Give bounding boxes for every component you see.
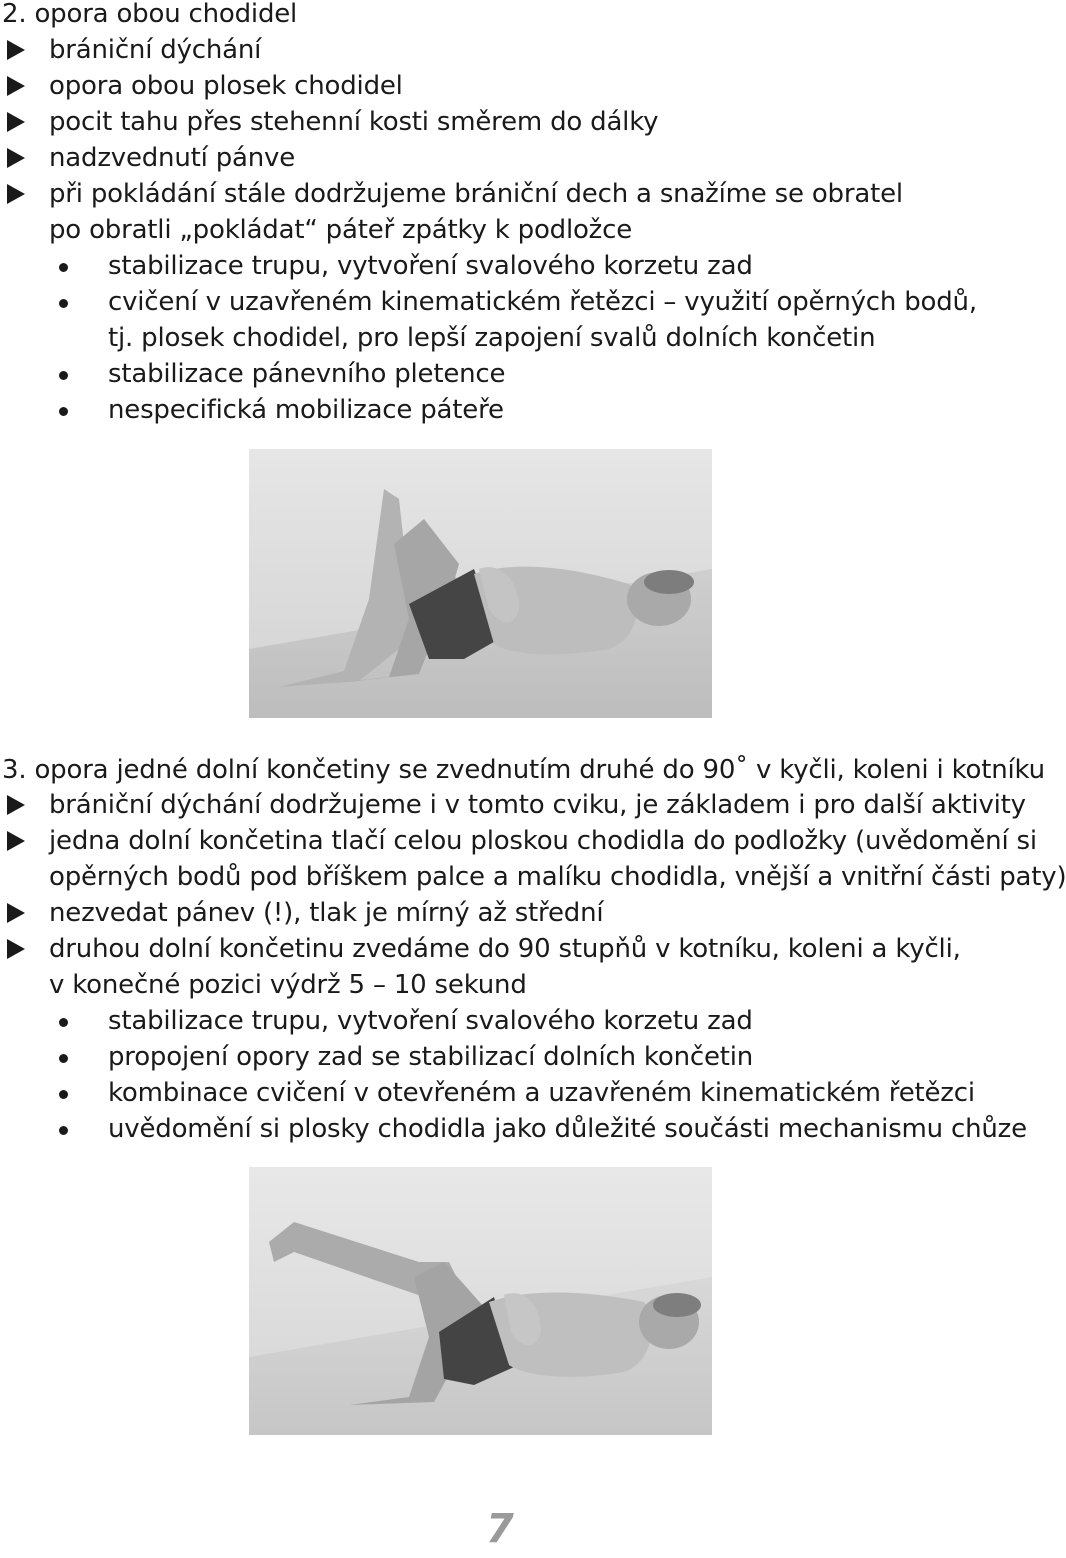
bullet-dot-icon [59, 299, 68, 308]
section-3-bullet-2: propojení opory zad se stabilizací dolních končetin [108, 1042, 754, 1072]
bullet-dot-icon [59, 371, 68, 380]
section-2-arrow-item-1: brániční dýchání [49, 35, 262, 65]
section-3-arrow-item-2-continuation: opěrných bodů pod bříškem palce a malíku chodidla, vnější a vnitřní části paty) [49, 862, 1066, 892]
section-3-bullet-4: uvědomění si plosky chodidla jako důležité součásti mechanismu chůze [108, 1114, 1027, 1144]
section-3-arrow-item-3: nezvedat pánev (!), tlak je mírný až střední [49, 898, 604, 928]
section-2-arrow-item-4: nadzvednutí pánve [49, 143, 295, 173]
section-3-arrow-item-4: druhou dolní končetinu zvedáme do 90 stupňů v kotníku, koleni a kyčli, [49, 934, 961, 964]
section-3-heading: 3. opora jedné dolní končetiny se zvednutím druhé do 90˚ v kyčli, koleni i kotníku [2, 755, 1045, 785]
bullet-dot-icon [59, 1054, 68, 1063]
bullet-dot-icon [59, 263, 68, 272]
section-3-arrow-item-2: jedna dolní končetina tlačí celou ploskou chodidla do podložky (uvědomění si [49, 826, 1037, 856]
arrow-bullet-icon [7, 831, 25, 851]
section-3-bullet-3: kombinace cvičení v otevřeném a uzavřeném kinematickém řetězci [108, 1078, 975, 1108]
arrow-bullet-icon [7, 903, 25, 923]
section-2-bullet-1: stabilizace trupu, vytvoření svalového korzetu zad [108, 251, 753, 281]
section-3-arrow-item-4-continuation: v konečné pozici výdrž 5 – 10 sekund [49, 970, 527, 1000]
section-2-arrow-item-5-continuation: po obratli „pokládat“ páteř zpátky k podložce [49, 215, 633, 245]
section-2-bullet-2-continuation: tj. plosek chodidel, pro lepší zapojení svalů dolních končetin [108, 323, 876, 353]
section-2-arrow-item-5: při pokládání stále dodržujeme brániční dech a snažíme se obratel [49, 179, 903, 209]
exercise-photo-1 [249, 449, 712, 718]
page-number: 7 [486, 1506, 514, 1552]
arrow-bullet-icon [7, 148, 25, 168]
bullet-dot-icon [59, 1126, 68, 1135]
exercise-photo-2 [249, 1167, 712, 1435]
bullet-dot-icon [59, 407, 68, 416]
arrow-bullet-icon [7, 40, 25, 60]
section-2-bullet-3: stabilizace pánevního pletence [108, 359, 506, 389]
arrow-bullet-icon [7, 112, 25, 132]
arrow-bullet-icon [7, 184, 25, 204]
section-2-arrow-item-3: pocit tahu přes stehenní kosti směrem do dálky [49, 107, 659, 137]
bullet-dot-icon [59, 1090, 68, 1099]
section-2-bullet-4: nespecifická mobilizace páteře [108, 395, 504, 425]
section-2-heading: 2. opora obou chodidel [2, 0, 298, 29]
section-3-arrow-item-1: brániční dýchání dodržujeme i v tomto cviku, je základem i pro další aktivity [49, 790, 1026, 820]
bullet-dot-icon [59, 1018, 68, 1027]
section-3-bullet-1: stabilizace trupu, vytvoření svalového korzetu zad [108, 1006, 753, 1036]
arrow-bullet-icon [7, 939, 25, 959]
arrow-bullet-icon [7, 795, 25, 815]
arrow-bullet-icon [7, 76, 25, 96]
section-2-arrow-item-2: opora obou plosek chodidel [49, 71, 403, 101]
section-2-bullet-2: cvičení v uzavřeném kinematickém řetězci – využití opěrných bodů, [108, 287, 977, 317]
